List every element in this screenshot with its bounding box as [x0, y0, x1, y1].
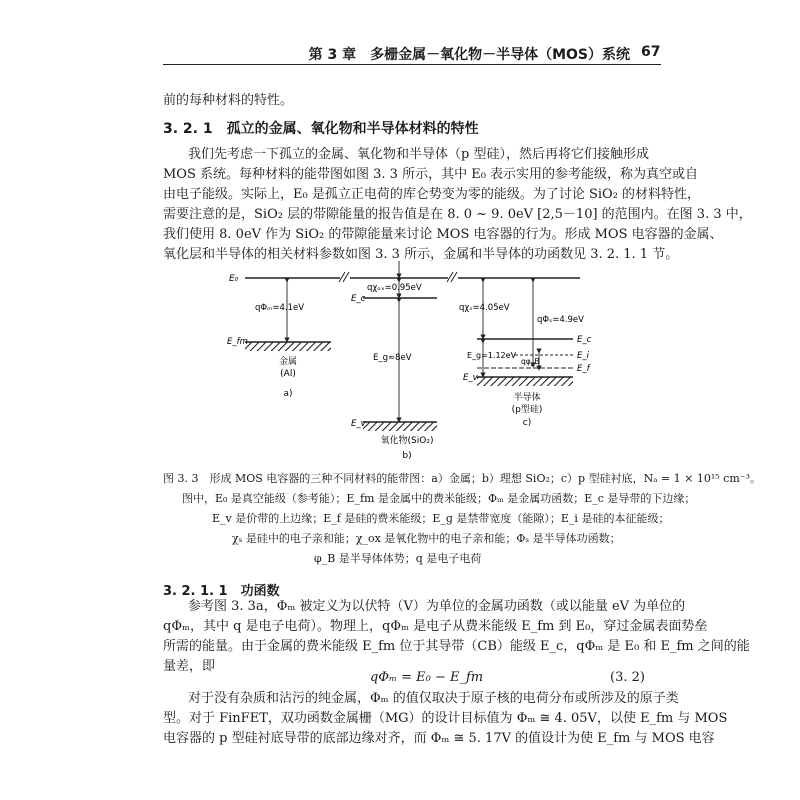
label-Ec-oxide: E_c	[351, 294, 366, 304]
para1-line: 我们先考虑一下孤立的金属、氧化物和半导体（p 型硅），然后再将它们接触形成	[188, 147, 649, 162]
para2-line: qΦₘ，其中 q 是电子电荷）。物理上，qΦₘ 是电子从费米能级 E_fm 到 E₀，穿过金属表面势垒	[163, 619, 708, 634]
label-qphiB: qφ_B	[521, 357, 540, 366]
para2-line: 所需的能量。由于金属的费米能级 E_fm 位于其导带（CB）能级 E_c，qΦₘ 是 E₀ 和 E_fm 之间的能	[163, 639, 750, 654]
header-rule	[163, 64, 661, 65]
figure-caption-line: φ_B 是半导体体势；q 是电子电荷	[314, 552, 482, 565]
axis-break	[339, 272, 349, 282]
subfig-a: a)	[283, 389, 293, 399]
label-Ev-oxide: E_v	[351, 419, 366, 429]
para3-line: 电容器的 p 型硅衬底导带的底部边缘对齐，而 Φₘ ≅ 5. 17V 的值设计为使 E_fm 与 MOS 电容	[163, 731, 715, 746]
intro-line: 前的每种材料的特性。	[163, 93, 294, 108]
oxide-name: 氧化物(SiO₂)	[380, 436, 434, 446]
metal-material: (Al)	[280, 369, 296, 379]
running-header	[0, 0, 800, 62]
semi-type: (p型硅)	[511, 405, 543, 415]
para3-line: 对于没有杂质和沾污的纯金属，Φₘ 的值仅取决于原子核的电荷分布或所涉及的原子类	[188, 691, 679, 706]
para2-line: 参考图 3. 3a，Φₘ 被定义为以伏特（V）为单位的金属功函数（或以能量 eV 为单位的	[188, 599, 686, 614]
para3-line: 型。对于 FinFET，双功函数金属栅（MG）的设计目标值为 Φₘ ≅ 4. 05V，以使 E_fm 与 MOS	[163, 711, 728, 726]
subfig-b: b)	[402, 451, 412, 461]
metal-hatch	[245, 342, 331, 351]
label-Ev-semi: E_v	[463, 373, 478, 383]
label-Eg-semi: E_g=1.12eV	[467, 351, 517, 360]
para1-line: 由电子能级。实际上，E₀ 是孤立正电荷的库仑势变为零的能级。为了讨论 SiO₂ 的材料特性，	[163, 187, 701, 202]
para1-line: MOS 系统。每种材料的能带图如图 3. 3 所示，其中 E₀ 表示实用的参考能级，称为真空或自	[163, 167, 699, 182]
label-qphis: qΦₛ=4.9eV	[537, 315, 584, 325]
label-Efm: E_fm	[227, 337, 248, 347]
figure-caption-line: 图中，E₀ 是真空能级（参考能）；E_fm 是金属中的费米能级；Φₘ 是金属功函数；E_c 是导带的下边缘；	[182, 492, 696, 505]
label-qchis: qχₛ=4.05eV	[459, 303, 510, 313]
label-Ef: E_f	[577, 364, 590, 374]
page-number: 67	[641, 44, 661, 60]
section-title-3-2-1: 3. 2. 1 孤立的金属、氧化物和半导体材料的特性	[163, 121, 479, 137]
label-Eg-oxide: E_g≈8eV	[373, 353, 412, 363]
label-Ei: E_i	[577, 351, 589, 361]
section-title-3-2-1-1: 3. 2. 1. 1 功函数	[163, 584, 280, 599]
label-qchiox: qχₒₓ=0.95eV	[367, 283, 422, 293]
semi-valence-hatch	[477, 377, 573, 386]
label-qphim: qΦₘ=4.1eV	[255, 303, 305, 313]
semi-name: 半导体	[513, 393, 541, 403]
equation-number: (3. 2)	[610, 670, 645, 685]
subfig-c: c)	[522, 418, 532, 428]
figure-caption-line: E_v 是价带的上边缘；E_f 是硅的费米能级；E_g 是禁带宽度（能隙）；E_i 是硅的本征能级；	[212, 512, 670, 525]
para1-line: 我们使用 8. 0eV 作为 SiO₂ 的带隙能量来讨论 MOS 电容器的行为。形成 MOS 电容器的金属、	[163, 227, 723, 242]
para1-line: 氧化层和半导体的相关材料参数如图 3. 3 所示，金属和半导体的功函数见 3. 2. 1. 1 节。	[163, 247, 679, 262]
para1-line: 需要注意的是，SiO₂ 层的带隙能量的报告值是在 8. 0 ~ 9. 0eV [2,5－10] 的范围内。在图 3. 3 中，	[163, 207, 752, 222]
figure-caption-line: χₛ 是硅中的电子亲和能；χ_ox 是氧化物中的电子亲和能；Φₛ 是半导体功函数；	[232, 532, 621, 545]
para2-line: 量差，即	[163, 659, 216, 674]
label-Ec-semi: E_c	[577, 335, 592, 345]
label-E0: E₀	[229, 274, 239, 284]
metal-name: 金属	[278, 357, 298, 367]
band-diagram-figure	[215, 258, 615, 463]
chapter-title: 第 3 章 多栅金属－氧化物－半导体（MOS）系统	[308, 47, 630, 63]
axis-break	[447, 272, 457, 282]
oxide-valence-hatch	[363, 422, 437, 431]
equation-3-2: qΦₘ = E₀ − E_fm	[370, 670, 484, 685]
figure-caption-title: 图 3. 3 形成 MOS 电容器的三种不同材料的能带图：a）金属；b）理想 SiO₂；c）p 型硅衬底，Nₐ = 1 × 10¹⁵ cm⁻³。	[163, 472, 761, 485]
